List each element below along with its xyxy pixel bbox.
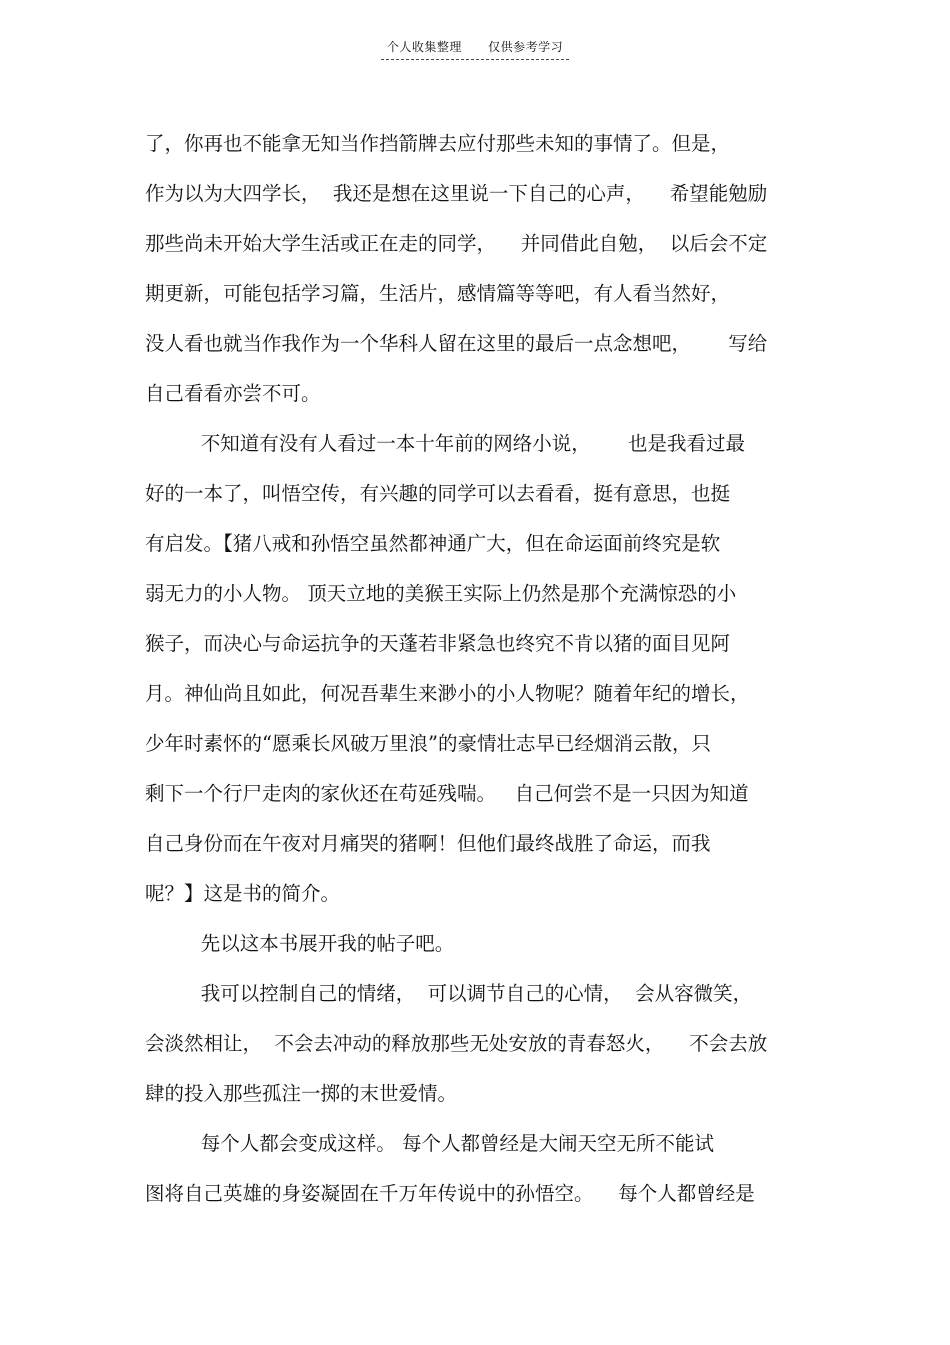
text-line: 月。神仙尚且如此，何况吾辈生来渺小的小人物呢？随着年纪的增长， [145,682,750,705]
text-line: 没人看也就当作我作为一个华科人留在这里的最后一点念想吧， 写给 [145,332,768,355]
text-line: 图将自己英雄的身姿凝固在千万年传说中的孙悟空。 每个人都曾经是 [145,1182,755,1205]
text-line: 我可以控制自己的情绪， 可以调节自己的心情， 会从容微笑， [145,982,753,1005]
text-line: 弱无力的小人物。 顶天立地的美猴王实际上仍然是那个充满惊恐的小 [145,582,737,605]
header-right-text: 仅供参考学习 [488,40,564,54]
text-line: 那些尚未开始大学生活或正在走的同学， 并同借此自勉， 以后会不定 [145,232,768,255]
body-text [145,119,825,1219]
text-line: 会淡然相让， 不会去冲动的释放那些无处安放的青春怒火， 不会去放 [145,1032,768,1055]
header-left-text: 个人收集整理 [386,40,462,54]
text-line: 作为以为大四学长， 我还是想在这里说一下自己的心声， 希望能勉励 [145,182,768,205]
text-line: 自己身份而在午夜对月痛哭的猪啊！但他们最终战胜了命运，而我 [145,832,711,855]
header-text [381,38,569,60]
text-line: 自己看看亦尝不可。 [145,382,321,405]
text-line: 每个人都会变成这样。 每个人都曾经是大闹天空无所不能试 [145,1132,714,1155]
text-line: 猴子，而决心与命运抗争的天蓬若非紧急也终究不肯以猪的面目见阿 [145,632,731,655]
text-line: 了，你再也不能拿无知当作挡箭牌去应付那些未知的事情了。但是， [145,132,731,155]
text-line: 有启发。【猪八戒和孙悟空虽然都神通广大，但在命运面前终究是软 [145,532,721,555]
text-line: 不知道有没有人看过一本十年前的网络小说， 也是我看过最 [145,432,745,455]
text-line: 剩下一个行尸走肉的家伙还在苟延残喘。 自己何尝不是一只因为知道 [145,782,749,805]
text-line: 肆的投入那些孤注一掷的末世爱情。 [145,1082,458,1105]
text-line: 呢？】这是书的简介。 [145,882,341,905]
text-line: 先以这本书展开我的帖子吧。 [145,932,455,955]
text-line: 好的一本了，叫悟空传，有兴趣的同学可以去看看，挺有意思，也挺 [145,482,731,505]
page-header [0,38,950,60]
text-line: 少年时素怀的“愿乘长风破万里浪”的豪情壮志早已经烟消云散，只 [145,732,711,755]
text-line: 期更新，可能包括学习篇，生活片，感情篇等等吧，有人看当然好， [145,282,731,305]
